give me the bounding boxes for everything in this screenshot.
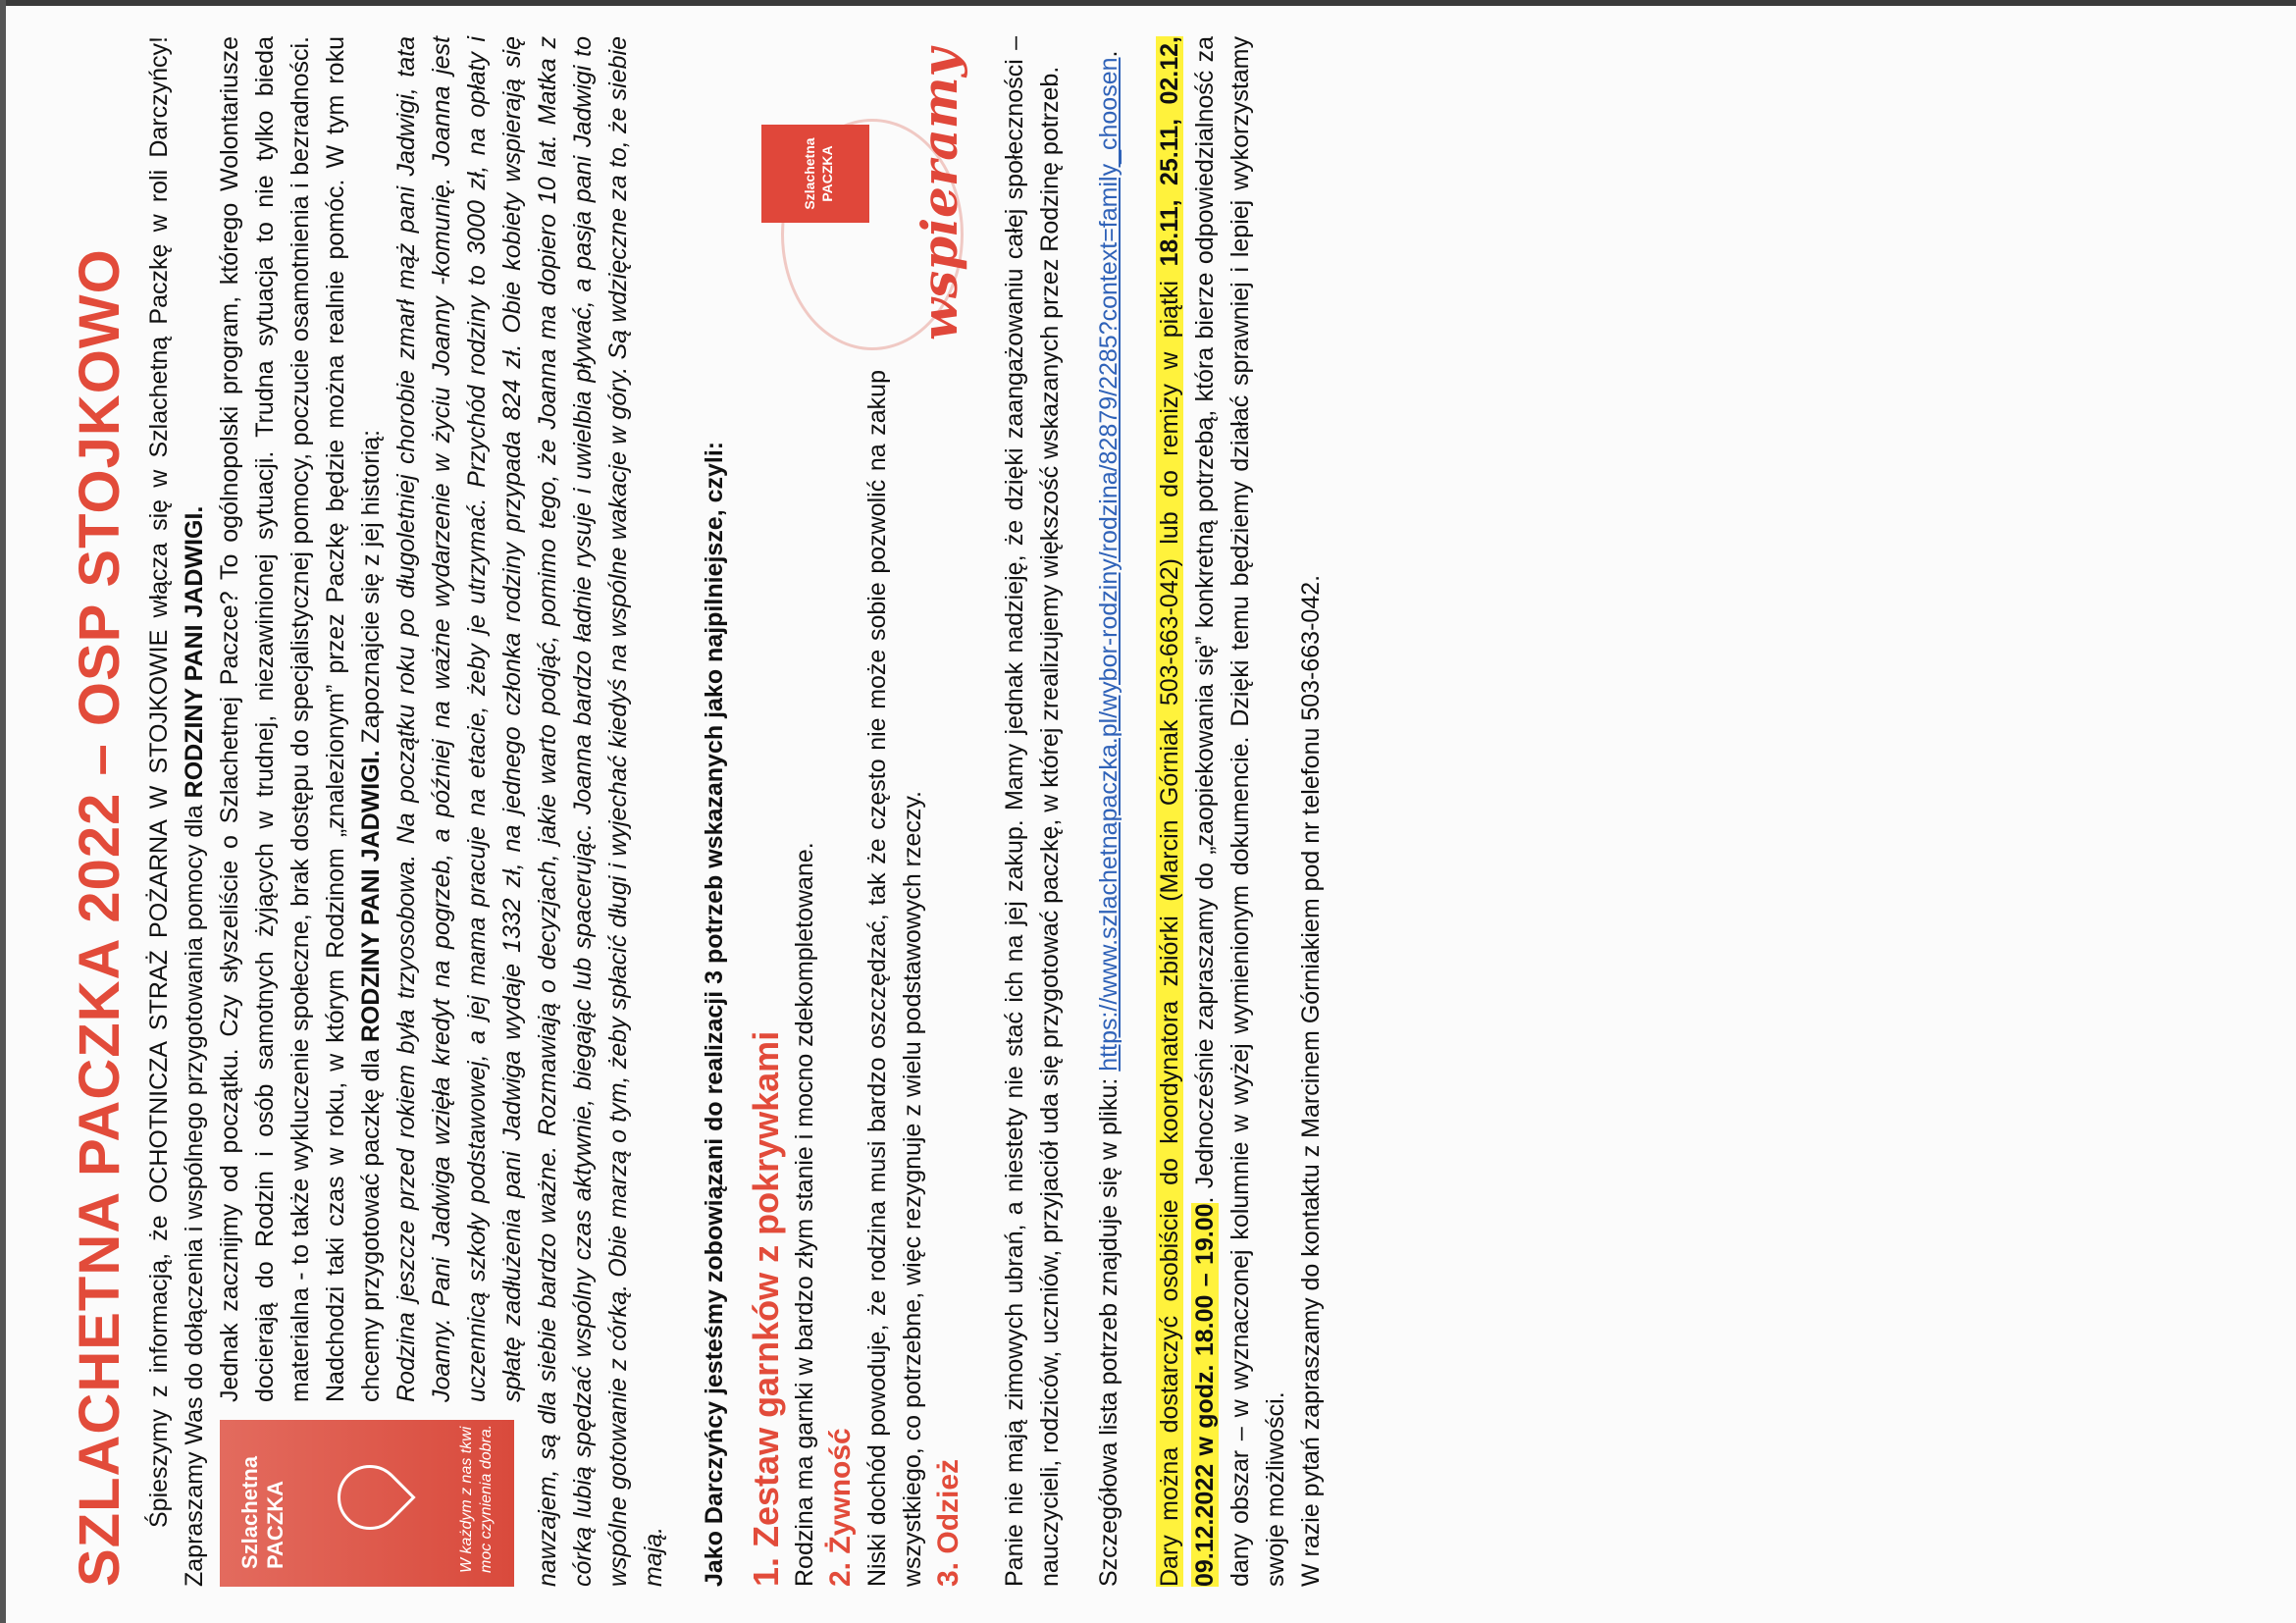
- paczka-box: [761, 125, 869, 223]
- delivery-hours-highlight: w godz. 18.00 – 19.00: [1191, 1203, 1219, 1464]
- logo-line-2: PACZKA: [263, 1480, 287, 1569]
- list-info-text: Szczegółowa lista potrzeb znajduje się w pliku:: [1095, 1071, 1122, 1587]
- logo-line-1: Szlachetna: [237, 1456, 262, 1569]
- needs-list-link[interactable]: https://www.szlachetnapaczka.pl/wybor-rodziny/rodzina/82879/2285?context=family_choosen: [1095, 57, 1122, 1072]
- family-name-bold: RODZINY PANI JADWIGI.: [181, 505, 208, 799]
- wspieramy-logo: [742, 48, 987, 350]
- page-title: SZLACHETNA PACZKA 2022 – OSP STOJKOWO: [68, 248, 131, 1587]
- need-1-text: Rodzina ma garnki w bardzo złym stanie i mocno zdekompletowane.: [791, 842, 818, 1587]
- document-page: [69, 36, 2227, 1587]
- need-1-heading: 1. Zestaw garnków z pokrywkami: [746, 1030, 786, 1587]
- logo-slogan: W każdym z nas tkwi moc czynienia dobra.: [458, 1424, 495, 1573]
- delivery-info-highlight: Dary można dostarczyć osobiście do koordynatora zbiórki (Marcin Górniak 503-663-042) lub do remizy w piątki: [1156, 266, 1183, 1587]
- family-story: Rodzina jeszcze przed rokiem była trzyosobowa. Na początku roku po długoletniej chorobie zmarł mąż pani Jadwigi, tata Joanny. Pani Jadwiga wzięła kredyt na pogrzeb, a później na ważne wydarzenie w życiu Joanny -komunię. Joanna jest uczennicą szkoły podstawowej, a jej mama pracuje na etacie, żeby je utrzymać. Przychód rodziny to 3000 zł, na opłaty i spłatę zadłużenia pani Jadwiga wydaje 1332 zł, na jednego członka rodziny przypada 824 zł. Obie kobiety wspierają się nawzajem, są dla siebie bardzo ważne. Rozmawiają o decyzjach, jakie warto podjąć, pomimo tego, że Joanna ma dopiero 10 lat. Matka z córką lubią spędzać wspólny czas aktywnie, biegając lub spacerując. Joanna bardzo ładnie rysuje i uwielbia pływać, a pasja pani Jadwigi to wspólne gotowanie z córką. Obie marzą o tym, żeby spłacić długi i wyjechać kiedyś na wspólne wakacje w góry. Są wdzięczne za to, że siebie mają.: [392, 36, 667, 1587]
- scan-border-left: [0, 0, 6, 1623]
- list-info-paragraph: [1091, 36, 1126, 1587]
- intro-text: Śpieszymy z informacją, że OCHOTNICZA STRAŻ POŻARNA W STOJKOWIE włącza się w Szlachetną Paczkę w roli Darczyńcy! Zapraszamy Was do dołączenia i wspólnego przygotowania pomocy dla: [145, 36, 208, 1587]
- closing-text: . Jednocześnie zapraszamy do „zaopiekowania się” konkretną potrzebą, która bierze odpowiedzialność za dany obszar – w wyznaczonej kolumnie w wyżej wymienionym dokumencie. Dzięki temu będziemy działać sprawniej i lepiej wykorzystamy swoje możliwości.: [1191, 36, 1289, 1587]
- list-info-end: .: [1095, 50, 1122, 58]
- program-paragraph: [212, 36, 389, 1587]
- family-name-bold-2: RODZINY PANI JADWIGI.: [357, 750, 385, 1043]
- intro-paragraph: [141, 36, 212, 1587]
- delivery-dates-highlight: 18.11, 25.11, 02.12, 09.12.2022: [1156, 36, 1219, 1587]
- need-3-text: Panie nie mają zimowych ubrań, a niestety nie stać ich na jej zakup. Mamy jednak nadzieję, że dzięki zaangażowaniu całej społeczności – nauczycieli, rodziców, uczniów, przyjaciół uda się przygotować paczkę, w której zrealizujemy większość wskazanych przez Rodzinę potrzeb.: [1001, 36, 1064, 1587]
- logo-text: [237, 1456, 288, 1569]
- wspieramy-word: wspieramy: [911, 48, 968, 340]
- program-text: Jednak zacznijmy od początku. Czy słyszeliście o Szlachetnej Paczce? To ogólnopolski program, którego Wolontariusze docierają do Rodzin i osób samotnych żyjących w trudnej, niezawinionej sytuacji. Trudna sytuacja to nie tylko bieda materialna - to także wykluczenie społeczne, brak dostępu do specjalistycznej pomocy, poczucie osamotnienia i bezradności. Nadchodzi taki czas w roku, w którym Rodzinom „znalezionym” przez Paczkę będzie można realnie pomóc. W tym roku chcemy przygotować paczkę dla: [216, 36, 385, 1402]
- box-line-1: Szlachetna: [802, 137, 817, 210]
- need-2-text: Niski dochód powoduje, że rodzina musi bardzo oszczędzać, tak że często nie może sobie pozwolić na zakup wszystkiego, co potrzebne, więc rezygnuje z wielu podstawowych rzeczy.: [863, 370, 926, 1587]
- obligation-statement: Jako Darczyńcy jesteśmy zobowiązani do realizacji 3 potrzeb wskazanych jako najpilniejsze, czyli:: [701, 441, 728, 1587]
- need-3-heading: 3. Odzież: [932, 1458, 965, 1587]
- szlachetna-paczka-logo: [220, 1420, 514, 1587]
- heart-icon: [324, 1451, 415, 1543]
- scan-border-top: [0, 0, 2296, 6]
- closing-paragraph: [1152, 36, 1293, 1587]
- box-line-2: PACZKA: [819, 145, 835, 202]
- history-lead: Zapoznajcie się z jej historią:: [357, 429, 385, 751]
- need-2-heading: 2. Żywność: [824, 1428, 857, 1587]
- contact-paragraph: W razie pytań zapraszamy do kontaktu z Marcinem Górniakiem pod nr telefonu 503-663-042.: [1297, 574, 1325, 1587]
